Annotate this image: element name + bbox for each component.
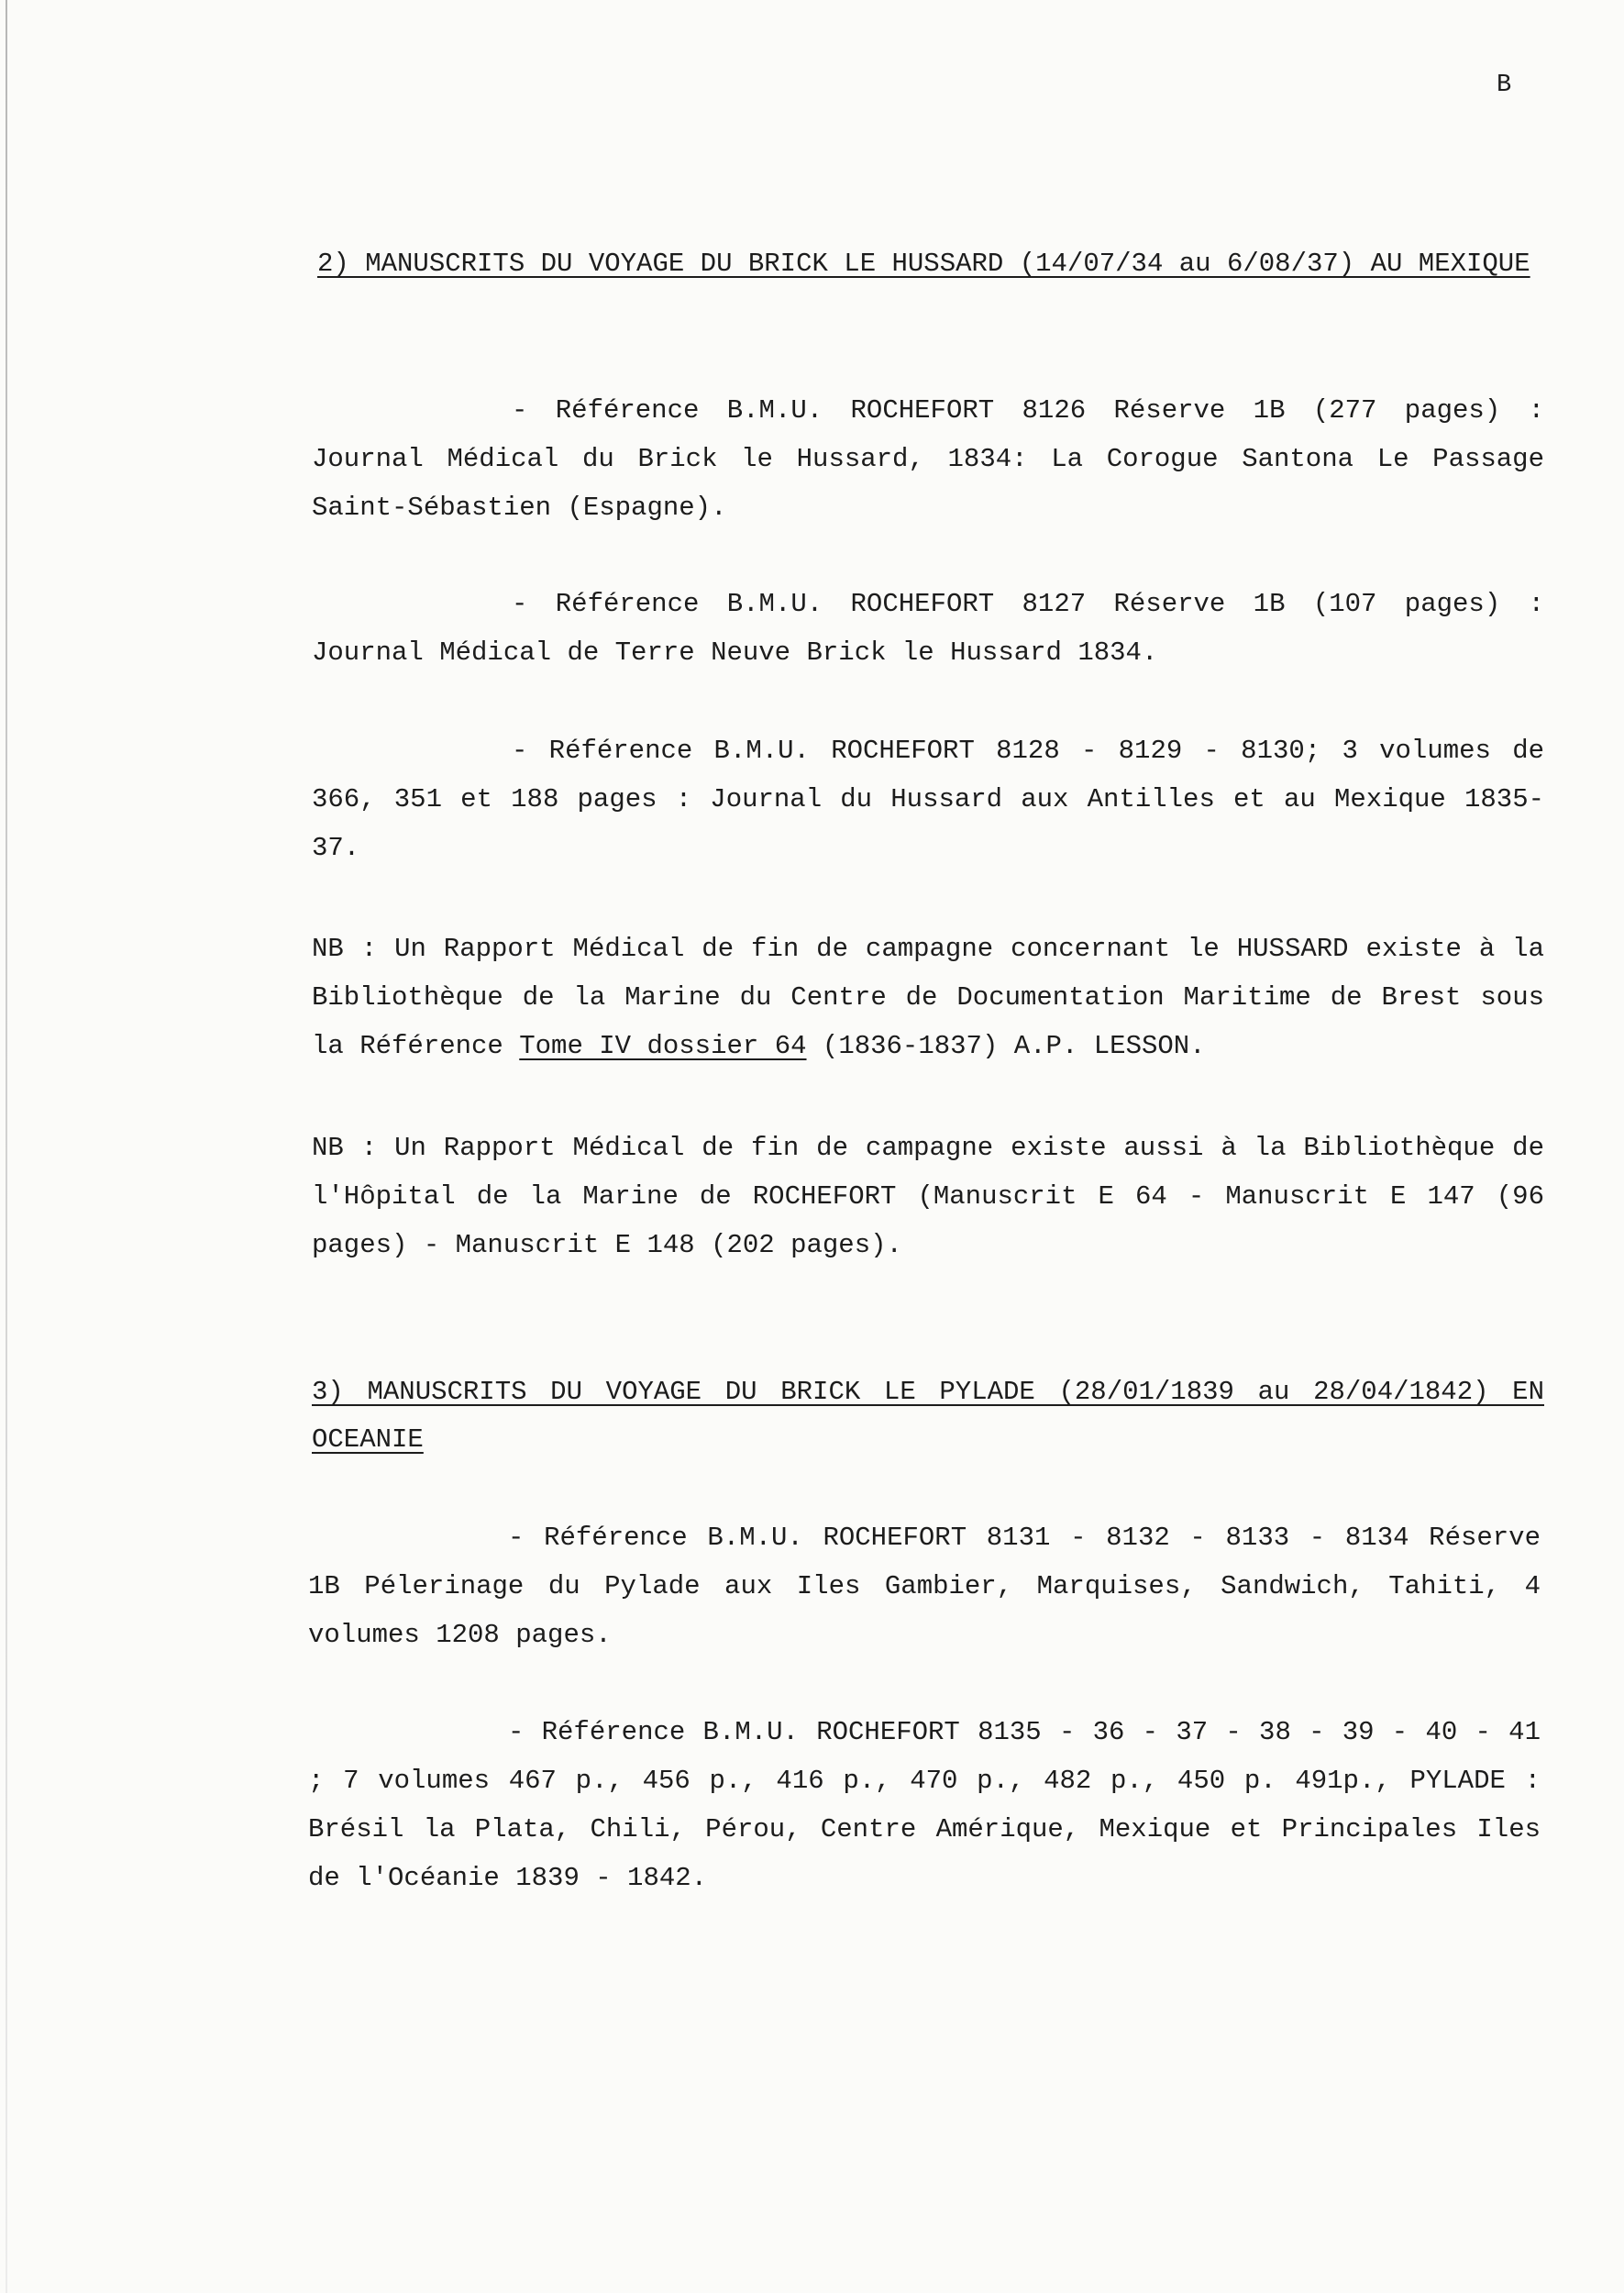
section-heading-pylade-text: 3) MANUSCRITS DU VOYAGE DU BRICK LE PYLADE (28/01/1839 au 28/04/1842) EN OCEANIE xyxy=(312,1377,1544,1455)
reference-paragraph-8128 xyxy=(312,726,1544,872)
scan-edge-line xyxy=(6,0,7,2293)
reference-text-8127: - Référence B.M.U. ROCHEFORT 8127 Réserve 1B (107 pages) : Journal Médical de Terre Neuve Brick le Hussard 1834. xyxy=(312,589,1544,668)
section-heading-pylade xyxy=(312,1368,1544,1464)
note-text-brest-after: (1836-1837) A.P. LESSON. xyxy=(806,1031,1206,1061)
reference-text-8126: - Référence B.M.U. ROCHEFORT 8126 Réserve 1B (277 pages) : Journal Médical du Brick le Hussard, 1834: La Corogue Santona Le Passage Saint-Sébastien (Espagne). xyxy=(312,395,1544,523)
note-text-brest-reference: Tome IV dossier 64 xyxy=(519,1031,807,1061)
reference-text-8131: - Référence B.M.U. ROCHEFORT 8131 - 8132 - 8133 - 8134 Réserve 1B Pélerinage du Pylade aux Iles Gambier, Marquises, Sandwich, Tahiti, 4 volumes 1208 pages. xyxy=(308,1523,1541,1650)
reference-paragraph-8135 xyxy=(308,1708,1541,1902)
note-text-rochefort: NB : Un Rapport Médical de fin de campagne existe aussi à la Bibliothèque de l'Hôpital de la Marine de ROCHEFORT (Manuscrit E 64 - Manuscrit E 147 (96 pages) - Manuscrit E 148 (202 pages). xyxy=(312,1133,1544,1260)
note-paragraph-rochefort xyxy=(312,1124,1544,1269)
page-letter: B xyxy=(1497,72,1512,99)
reference-paragraph-8126 xyxy=(312,386,1544,532)
note-text-brest-before: NB : Un Rapport Médical de fin de campagne concernant le HUSSARD existe à la Bibliothèque de la Marine du Centre de Documentation Maritime de Brest sous la Référence xyxy=(312,934,1544,1061)
reference-paragraph-8131 xyxy=(308,1513,1541,1659)
reference-text-8135: - Référence B.M.U. ROCHEFORT 8135 - 36 - 37 - 38 - 39 - 40 - 41 ; 7 volumes 467 p., 456 p., 416 p., 470 p., 482 p., 450 p. 491p., PYLADE : Brésil la Plata, Chili, Pérou, Centre Amérique, Mexique et Principales Iles de l'Océanie 1839 - 1842. xyxy=(308,1717,1541,1893)
section-heading-hussard xyxy=(317,240,1550,288)
note-paragraph-brest xyxy=(312,925,1544,1070)
section-heading-hussard-text: 2) MANUSCRITS DU VOYAGE DU BRICK LE HUSSARD (14/07/34 au 6/08/37) AU MEXIQUE xyxy=(317,249,1530,279)
reference-text-8128: - Référence B.M.U. ROCHEFORT 8128 - 8129 - 8130; 3 volumes de 366, 351 et 188 pages : Journal du Hussard aux Antilles et au Mexique 1835-37. xyxy=(312,736,1544,863)
reference-paragraph-8127 xyxy=(312,580,1544,677)
